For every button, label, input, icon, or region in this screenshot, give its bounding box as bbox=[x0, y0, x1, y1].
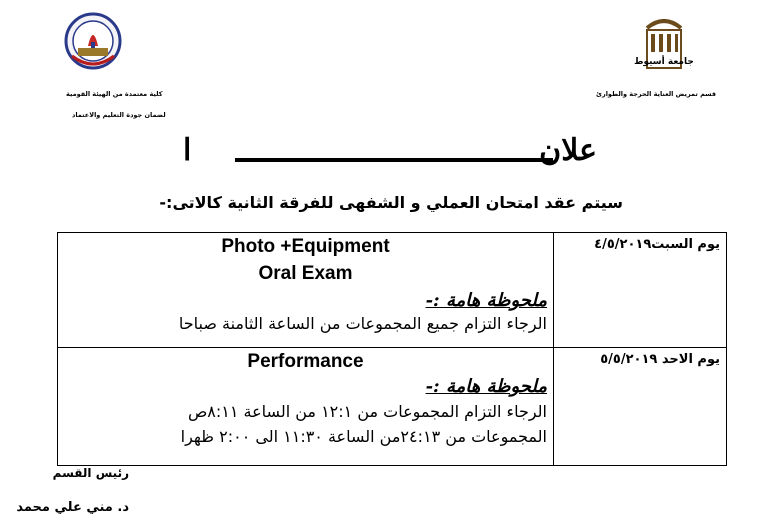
exam-instruction: الرجاء التزام المجموعات من ١٢:١ من الساعة ٨:١١ص bbox=[187, 402, 547, 421]
university-logo bbox=[634, 14, 694, 70]
important-note-label: ملحوظة هامة :- bbox=[425, 376, 547, 397]
exam-instruction: الرجاء التزام جميع المجموعات من الساعة الثامنة صباحا bbox=[178, 314, 547, 333]
university-logo-text: جامعة أسيوط bbox=[634, 57, 694, 67]
college-accreditation-line: كلية معتمدة من الهيئة القومية bbox=[66, 90, 163, 98]
announcement-left: ا bbox=[183, 133, 192, 168]
important-note-label: ملحوظة هامة :- bbox=[425, 290, 547, 311]
exam-subtitle: Oral Exam bbox=[258, 263, 353, 284]
table-row bbox=[58, 233, 727, 348]
exam-title: Photo +Equipment bbox=[221, 236, 390, 257]
signature-name: د. مني علي محمد bbox=[16, 500, 129, 515]
exam-instruction: المجموعات من ٢٤:١٣من الساعة ١١:٣٠ الى ٢:٠٠ ظهرا bbox=[180, 427, 547, 446]
department-name: قسم تمريض العناية الحرجة والطوارئ bbox=[596, 90, 717, 98]
exam-schedule-table bbox=[57, 232, 727, 466]
exam-date: يوم الاحد ٥/٥/٢٠١٩ bbox=[600, 352, 720, 367]
table-row bbox=[58, 348, 727, 466]
announcement-right: علان bbox=[539, 133, 597, 168]
exam-title: Performance bbox=[247, 351, 364, 372]
signature-title: رئيس القسم bbox=[52, 466, 129, 480]
announcement-stretch-bar bbox=[235, 158, 553, 162]
exam-date: يوم السبت٤/٥/٢٠١٩ bbox=[594, 237, 720, 252]
quality-assurance-line: لضمان جودة التعليم والاعتماد bbox=[72, 111, 166, 119]
announcement-subtitle: سيتم عقد امتحان العملي و الشفهى للفرقة الثانية كالاتى:- bbox=[159, 193, 623, 212]
announcement-heading bbox=[183, 133, 597, 173]
college-seal-logo bbox=[64, 12, 122, 70]
